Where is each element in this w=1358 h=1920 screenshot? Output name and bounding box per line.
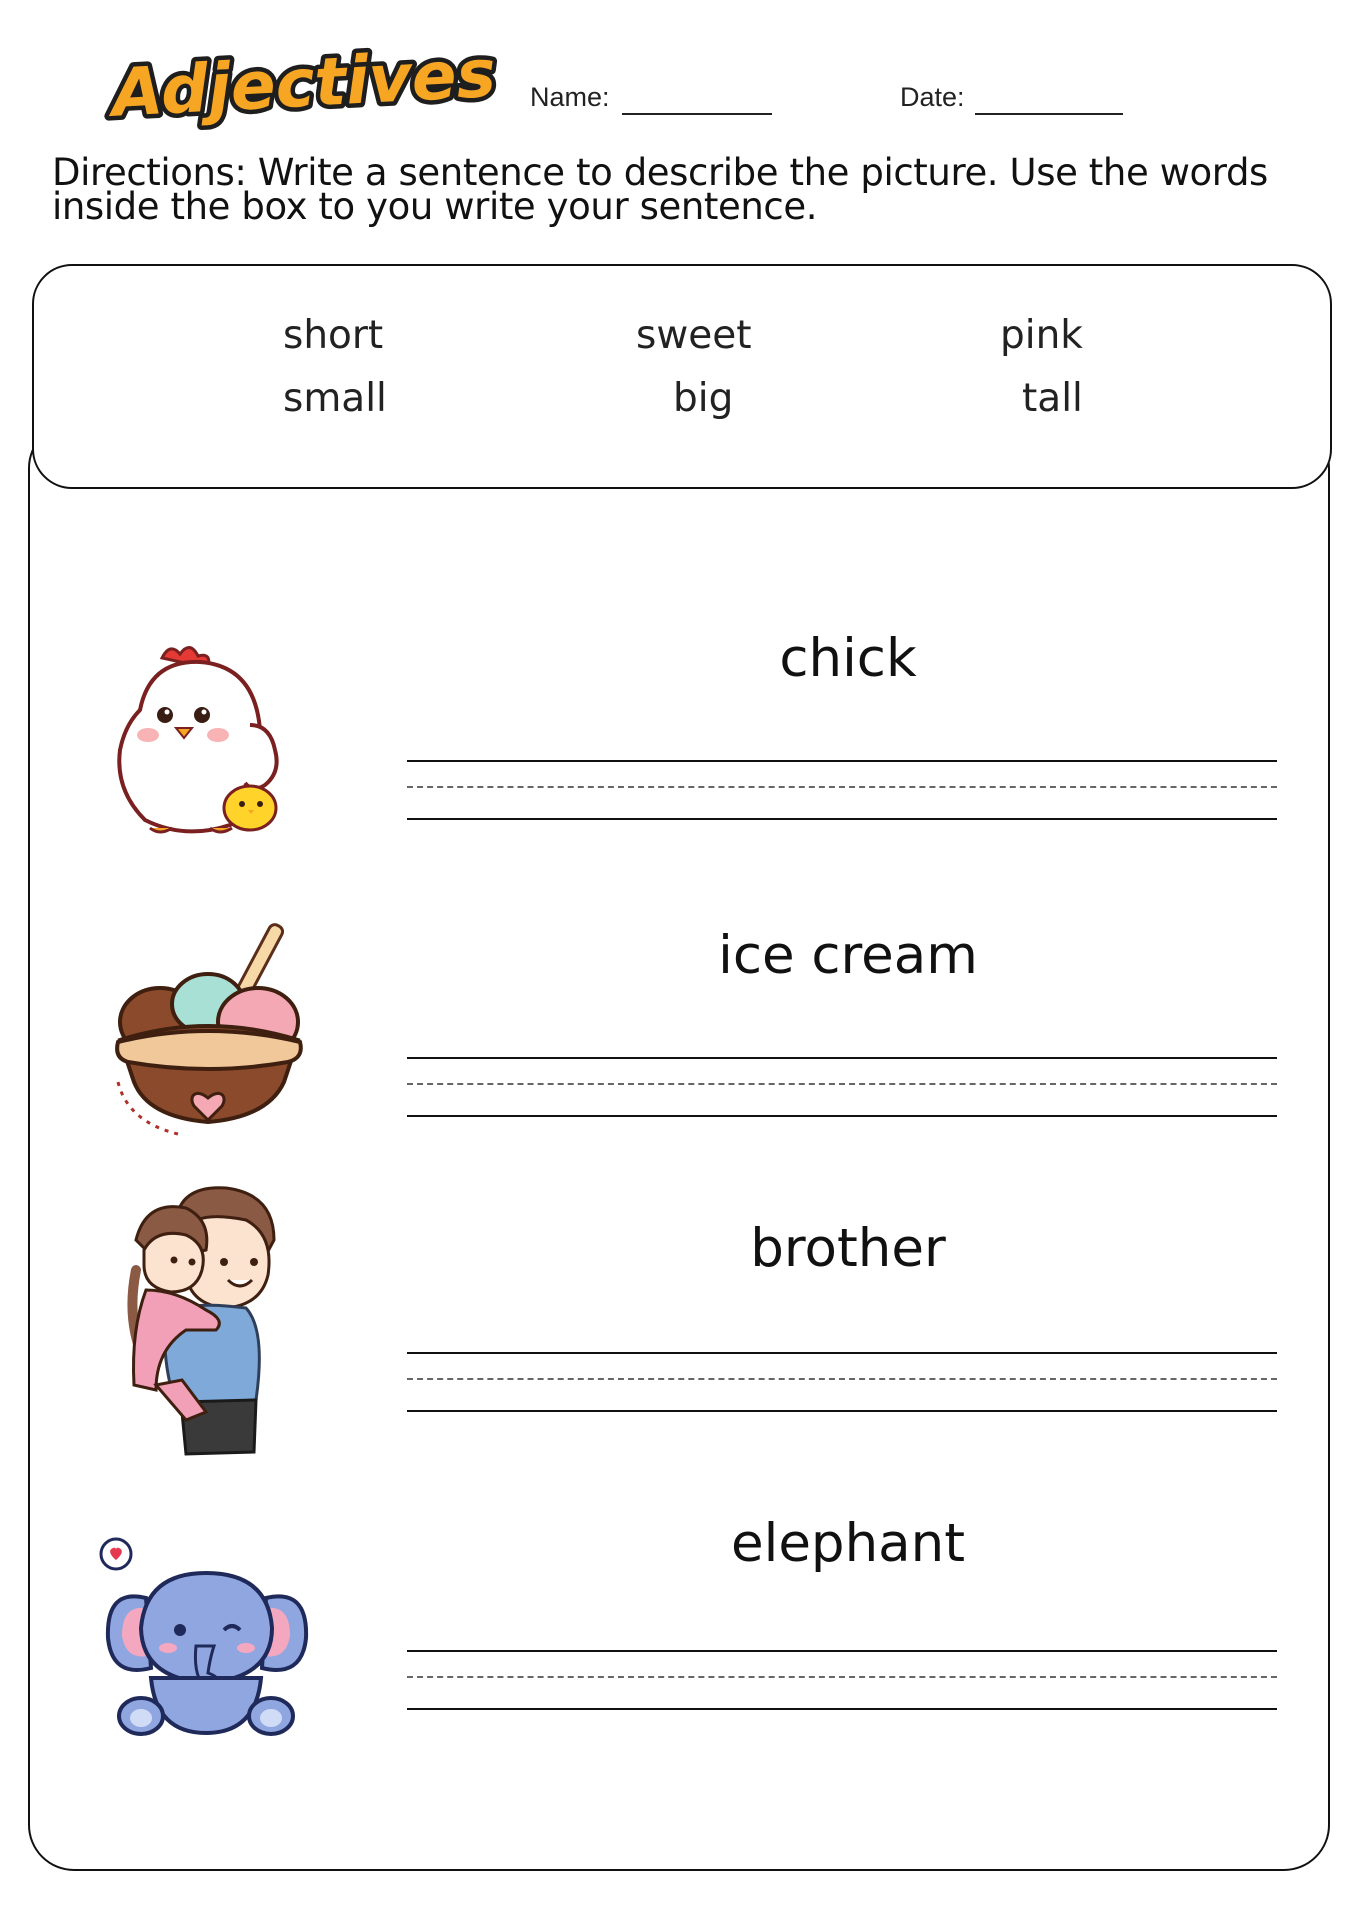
word-bank-item: tall	[1022, 376, 1083, 421]
top-line	[407, 1057, 1277, 1059]
chicken-chick-icon	[110, 640, 290, 845]
word-bank-item: small	[283, 376, 387, 421]
brother-sister-icon	[126, 1180, 286, 1460]
top-line	[407, 1352, 1277, 1354]
midline	[407, 1083, 1277, 1085]
baseline	[407, 1115, 1277, 1117]
baseline	[407, 818, 1277, 820]
worksheet-title	[104, 20, 498, 150]
word-bank-item: sweet	[636, 313, 752, 358]
name-label: Name:	[530, 82, 610, 112]
item-label-chick: chick	[779, 628, 917, 689]
writing-lines[interactable]	[407, 1057, 1277, 1121]
baseline	[407, 1410, 1277, 1412]
midline	[407, 1676, 1277, 1678]
name-field[interactable]	[622, 113, 772, 115]
ice-cream-bowl-icon	[108, 912, 318, 1152]
title-wordart	[104, 20, 498, 150]
word-bank-item: pink	[1000, 313, 1083, 358]
writing-lines[interactable]	[407, 1352, 1277, 1416]
midline	[407, 1378, 1277, 1380]
date-label: Date:	[900, 82, 965, 112]
baseline	[407, 1708, 1277, 1710]
midline	[407, 786, 1277, 788]
item-label-elephant: elephant	[730, 1513, 966, 1574]
date-field[interactable]	[975, 113, 1123, 115]
elephant-icon	[96, 1528, 316, 1748]
word-bank-item: short	[283, 313, 384, 358]
item-label-ice-cream: ice cream	[718, 925, 978, 986]
word-bank-item: big	[673, 376, 734, 421]
item-label-brother: brother	[750, 1218, 946, 1279]
writing-lines[interactable]	[407, 760, 1277, 824]
directions-text: Directions: Write a sentence to describe the picture. Use the words inside the box to you write your sentence.	[52, 151, 1268, 228]
top-line	[407, 760, 1277, 762]
writing-lines[interactable]	[407, 1650, 1277, 1714]
title-text: Adjectives	[109, 34, 498, 132]
top-line	[407, 1650, 1277, 1652]
